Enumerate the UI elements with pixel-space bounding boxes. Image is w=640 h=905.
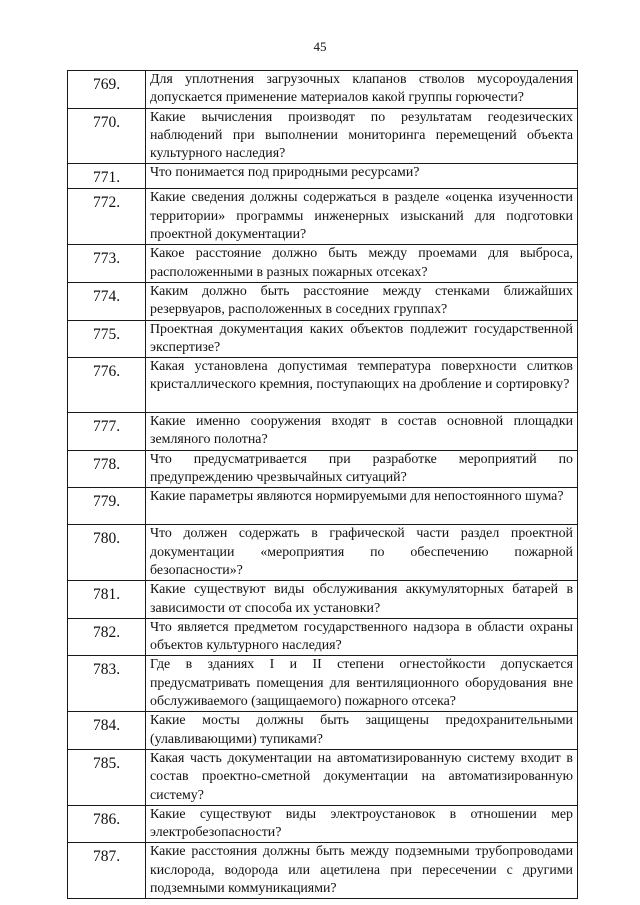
question-number: 779.	[68, 488, 146, 525]
table-row	[68, 413, 578, 451]
question-text: Какие сведения должны содержаться в разделе «оценка изученности территории» программы инженерных изысканий для подготовки проектной документации?	[146, 189, 578, 245]
table-row	[68, 320, 578, 358]
table-row	[68, 843, 578, 899]
question-text: Какая часть документации на автоматизированную систему входит в состав проектно-сметной документации на автоматизированную систему?	[146, 749, 578, 805]
question-text: Какие существуют виды обслуживания аккумуляторных батарей в зависимости от способа их установки?	[146, 581, 578, 619]
question-text: Что является предметом государственного надзора в области охраны объектов культурного наследия?	[146, 618, 578, 656]
question-number: 781.	[68, 581, 146, 619]
table-row	[68, 488, 578, 525]
table-row	[68, 189, 578, 245]
question-text: Какое расстояние должно быть между проемами для выброса, расположенными в разных пожарных отсеках?	[146, 245, 578, 283]
question-text: Что должен содержать в графической части раздел проектной документации «мероприятия по обеспечению пожарной безопасности»?	[146, 525, 578, 581]
question-number: 770.	[68, 108, 146, 164]
table-row	[68, 712, 578, 750]
question-number: 787.	[68, 843, 146, 899]
question-number: 777.	[68, 413, 146, 451]
table-row	[68, 164, 578, 189]
question-text: Какие параметры являются нормируемыми для непостоянного шума?	[146, 488, 578, 525]
page-number: 45	[313, 39, 327, 54]
table-row	[68, 282, 578, 320]
table-row	[68, 525, 578, 581]
question-text: Где в зданиях I и II степени огнестойкости допускается предусматривать помещения для вентиляционного оборудования вне обслуживаемого (защищаемого) пожарного отсека?	[146, 656, 578, 712]
question-number: 785.	[68, 749, 146, 805]
question-number: 778.	[68, 450, 146, 488]
question-number: 774.	[68, 282, 146, 320]
table-row	[68, 358, 578, 413]
question-number: 782.	[68, 618, 146, 656]
question-number: 776.	[68, 358, 146, 413]
table-row	[68, 450, 578, 488]
question-number: 773.	[68, 245, 146, 283]
question-number: 786.	[68, 805, 146, 843]
table-row	[68, 805, 578, 843]
question-text: Какие расстояния должны быть между подземными трубопроводами кислорода, водорода или ацетилена при пересечении с другими подземными коммуникациями?	[146, 843, 578, 899]
table-row	[68, 749, 578, 805]
table-row	[68, 245, 578, 283]
questions-table	[67, 70, 578, 899]
table-row	[68, 581, 578, 619]
table-row	[68, 108, 578, 164]
question-text: Какие именно сооружения входят в состав основной площадки земляного полотна?	[146, 413, 578, 451]
question-number: 783.	[68, 656, 146, 712]
question-number: 784.	[68, 712, 146, 750]
question-text: Что понимается под природными ресурсами?	[146, 164, 578, 189]
question-text: Какая установлена допустимая температура поверхности слитков кристаллического кремния, поступающих на дробление и сортировку?	[146, 358, 578, 413]
table-row	[68, 618, 578, 656]
table-row	[68, 656, 578, 712]
question-number: 769.	[68, 71, 146, 109]
question-number: 771.	[68, 164, 146, 189]
question-text: Проектная документация каких объектов подлежит государственной экспертизе?	[146, 320, 578, 358]
question-text: Какие мосты должны быть защищены предохранительными (улавливающими) тупиками?	[146, 712, 578, 750]
table-row	[68, 71, 578, 109]
question-text: Какие вычисления производят по результатам геодезических наблюдений при выполнении мониторинга перемещений объекта культурного наследия?	[146, 108, 578, 164]
question-text: Что предусматривается при разработке мероприятий по предупреждению чрезвычайных ситуаций?	[146, 450, 578, 488]
question-number: 772.	[68, 189, 146, 245]
question-text: Для уплотнения загрузочных клапанов стволов мусороудаления допускается применение материалов какой группы горючести?	[146, 71, 578, 109]
question-number: 775.	[68, 320, 146, 358]
question-text: Каким должно быть расстояние между стенками ближайших резервуаров, расположенных в соседних группах?	[146, 282, 578, 320]
question-number: 780.	[68, 525, 146, 581]
question-text: Какие существуют виды электроустановок в отношении мер электробезопасности?	[146, 805, 578, 843]
